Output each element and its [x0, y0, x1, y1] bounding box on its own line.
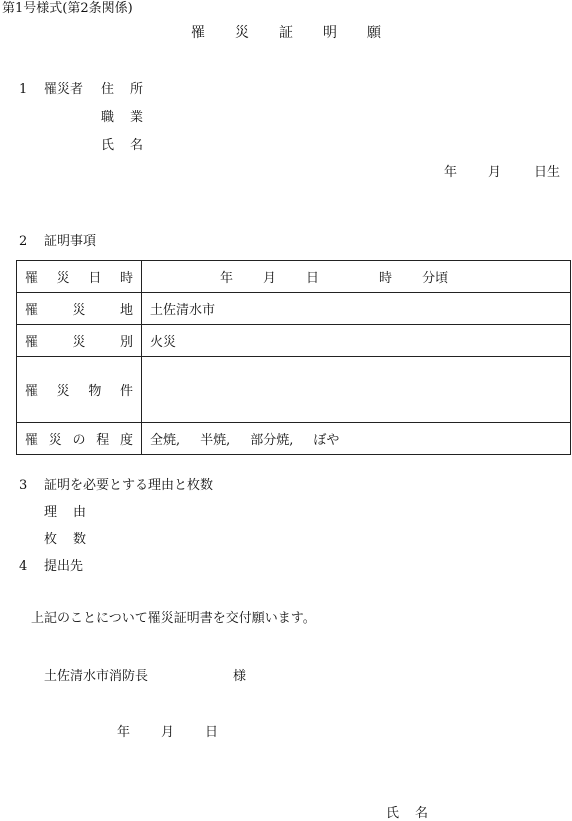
damaged-property-field[interactable] [142, 357, 571, 423]
count-label [44, 533, 86, 546]
reason-label-char: 由 [73, 505, 87, 520]
table-row [17, 357, 571, 423]
document-title [0, 26, 572, 40]
damage-option-partial[interactable]: 部分焼, [250, 433, 294, 448]
minute-label: 分頃 [422, 271, 449, 286]
address-label-char: 住 [101, 82, 115, 97]
address-label [101, 83, 143, 96]
reason-label [44, 506, 86, 519]
reason-label-char: 理 [44, 505, 58, 520]
addressee-honorific: 様 [233, 669, 247, 684]
form-number: 第1号様式(第2条関係) [2, 1, 133, 16]
month-label: 月 [263, 271, 277, 286]
application-year-label: 年 [117, 725, 131, 740]
damage-option-full[interactable]: 全焼, [150, 433, 181, 448]
birth-year-label: 年 [444, 165, 458, 180]
year-label: 年 [220, 271, 234, 286]
row-label: 罹 災 物 件 [17, 357, 142, 423]
address-label-char: 所 [130, 82, 144, 97]
table-row [17, 293, 571, 325]
applicant-name-char: 名 [415, 806, 429, 821]
request-statement: 上記のことについて罹災証明書を交付願います。 [31, 611, 316, 626]
section4-number: 4 [19, 559, 28, 574]
birth-month-label: 月 [488, 165, 502, 180]
addressee-name: 土佐清水市消防長 [44, 669, 149, 684]
count-label-char: 枚 [44, 532, 58, 547]
title-char: 証 [279, 25, 293, 41]
applicant-name-label [386, 807, 428, 820]
row-label: 罹 災 地 [17, 293, 142, 325]
section2-number: 2 [19, 234, 28, 249]
damage-degree-field[interactable] [142, 423, 571, 455]
hour-label: 時 [379, 271, 393, 286]
table-row [17, 325, 571, 357]
birth-day-label: 日生 [534, 165, 561, 180]
section3-number: 3 [19, 478, 28, 493]
title-char: 罹 [191, 25, 205, 41]
occupation-label-char: 業 [130, 110, 144, 125]
damage-option-half[interactable]: 半焼, [200, 433, 231, 448]
name-label [101, 139, 143, 152]
application-day-label: 日 [205, 725, 219, 740]
section3-heading: 証明を必要とする理由と枚数 [44, 478, 214, 493]
application-month-label: 月 [161, 725, 175, 740]
occupation-label-char: 職 [101, 110, 115, 125]
day-label: 日 [306, 271, 320, 286]
damage-option-minor[interactable]: ぼや [313, 433, 340, 448]
occupation-label [101, 111, 143, 124]
disaster-type-field[interactable]: 火災 [142, 325, 571, 357]
table-row [17, 261, 571, 293]
row-label: 罹 災 日 時 [17, 261, 142, 293]
section2-heading: 証明事項 [44, 234, 97, 249]
applicant-name-char: 氏 [386, 806, 400, 821]
name-label-char: 名 [130, 138, 144, 153]
disaster-datetime-field[interactable] [142, 261, 571, 293]
title-char: 願 [367, 25, 381, 41]
count-label-char: 数 [73, 532, 87, 547]
row-label: 罹 災 別 [17, 325, 142, 357]
row-label: 罹 災 の 程 度 [17, 423, 142, 455]
name-label-char: 氏 [101, 138, 115, 153]
disaster-location-field[interactable]: 土佐清水市 [142, 293, 571, 325]
title-char: 災 [235, 25, 249, 41]
title-char: 明 [323, 25, 337, 41]
table-row [17, 423, 571, 455]
section1-number: 1 [19, 82, 28, 97]
certification-table [16, 260, 571, 455]
section4-heading: 提出先 [44, 559, 84, 574]
section1-heading: 罹災者 [44, 82, 84, 97]
